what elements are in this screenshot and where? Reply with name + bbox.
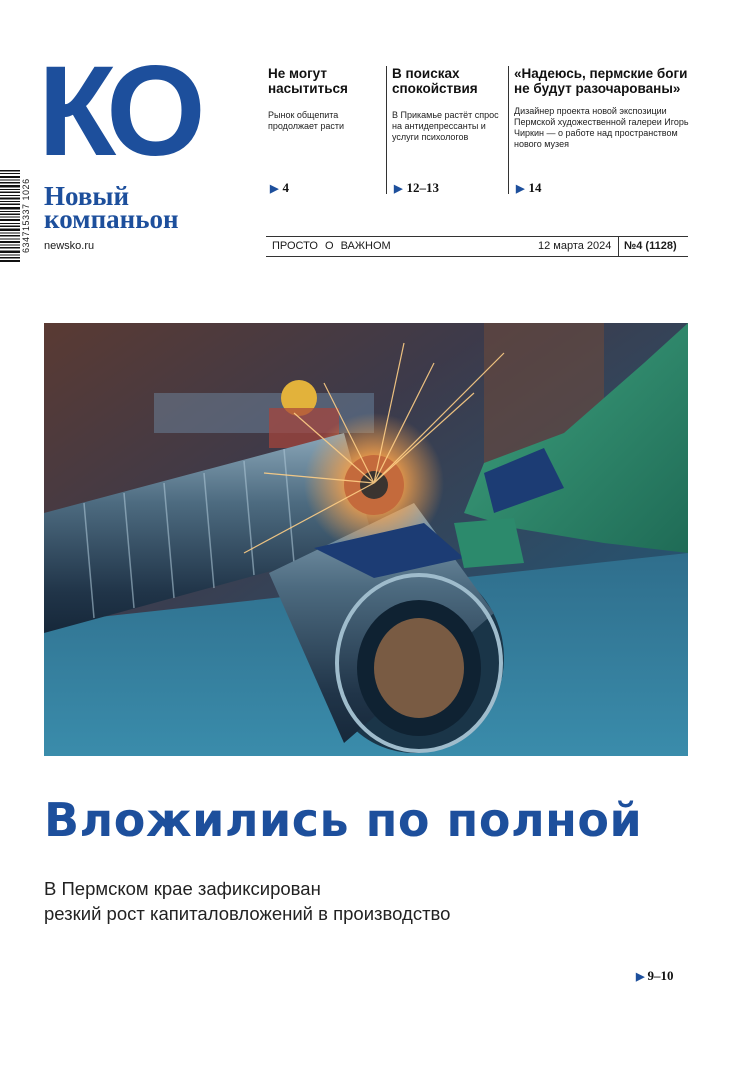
column-divider — [508, 66, 509, 194]
teaser-psychologists[interactable] — [392, 66, 504, 194]
newspaper-name-line1: Новый — [44, 181, 130, 211]
triangle-right-icon: ▶ — [516, 183, 525, 195]
teaser-title: «Надеюсь, пермские боги не будут разочарованы» — [514, 66, 688, 96]
triangle-right-icon: ▶ — [636, 971, 645, 983]
main-subhead-line2: резкий рост капиталовложений в производство — [44, 903, 451, 924]
main-subhead — [44, 876, 644, 926]
teaser-title: В поисках спокойствия — [392, 66, 478, 96]
infobar-bottom-rule — [266, 256, 688, 257]
teaser-page: 12–13 — [406, 180, 439, 195]
main-page: 9–10 — [647, 968, 674, 983]
teaser-page-ref — [394, 180, 439, 196]
teaser-page-ref — [270, 180, 289, 196]
main-headline[interactable]: Вложились по полной — [44, 793, 643, 847]
main-subhead-line1: В Пермском крае зафиксирован — [44, 878, 321, 899]
teaser-page: 14 — [528, 180, 542, 195]
triangle-right-icon: ▶ — [270, 183, 279, 195]
issue-number: №4 (1128) — [624, 240, 677, 252]
newspaper-name-line2: компаньон — [44, 204, 179, 234]
column-divider — [386, 66, 387, 194]
infobar-separator — [618, 236, 619, 256]
teaser-title: Не могут насытиться — [268, 66, 348, 96]
barcode-number: 634715337 1026 — [21, 178, 31, 254]
teaser-gallery[interactable] — [514, 66, 692, 194]
site-link[interactable]: newsko.ru — [44, 240, 95, 252]
barcode — [0, 170, 20, 262]
infobar-top-rule — [266, 236, 688, 237]
issue-date: 12 марта 2024 — [538, 240, 612, 252]
ko-logo-text: КО — [38, 58, 196, 168]
teaser-text: Дизайнер проекта новой экспозиции Пермской художественной галереи Игорь Чиркин — о работе над пространством нового музея — [514, 106, 689, 149]
main-page-ref — [636, 968, 673, 984]
newspaper-name — [44, 181, 254, 234]
ko-logo[interactable] — [38, 58, 238, 168]
teaser-restaurants[interactable] — [268, 66, 380, 194]
teaser-page-ref — [516, 180, 541, 196]
teaser-text: В Прикамье растёт спрос на антидепрессанты и услуги психологов — [392, 110, 499, 142]
tagline: ПРОСТО О ВАЖНОМ — [272, 240, 391, 252]
teaser-text: Рынок общепита продолжает расти — [268, 110, 345, 131]
triangle-right-icon: ▶ — [394, 183, 403, 195]
teaser-page: 4 — [282, 180, 289, 195]
cover-photo[interactable] — [44, 323, 688, 756]
